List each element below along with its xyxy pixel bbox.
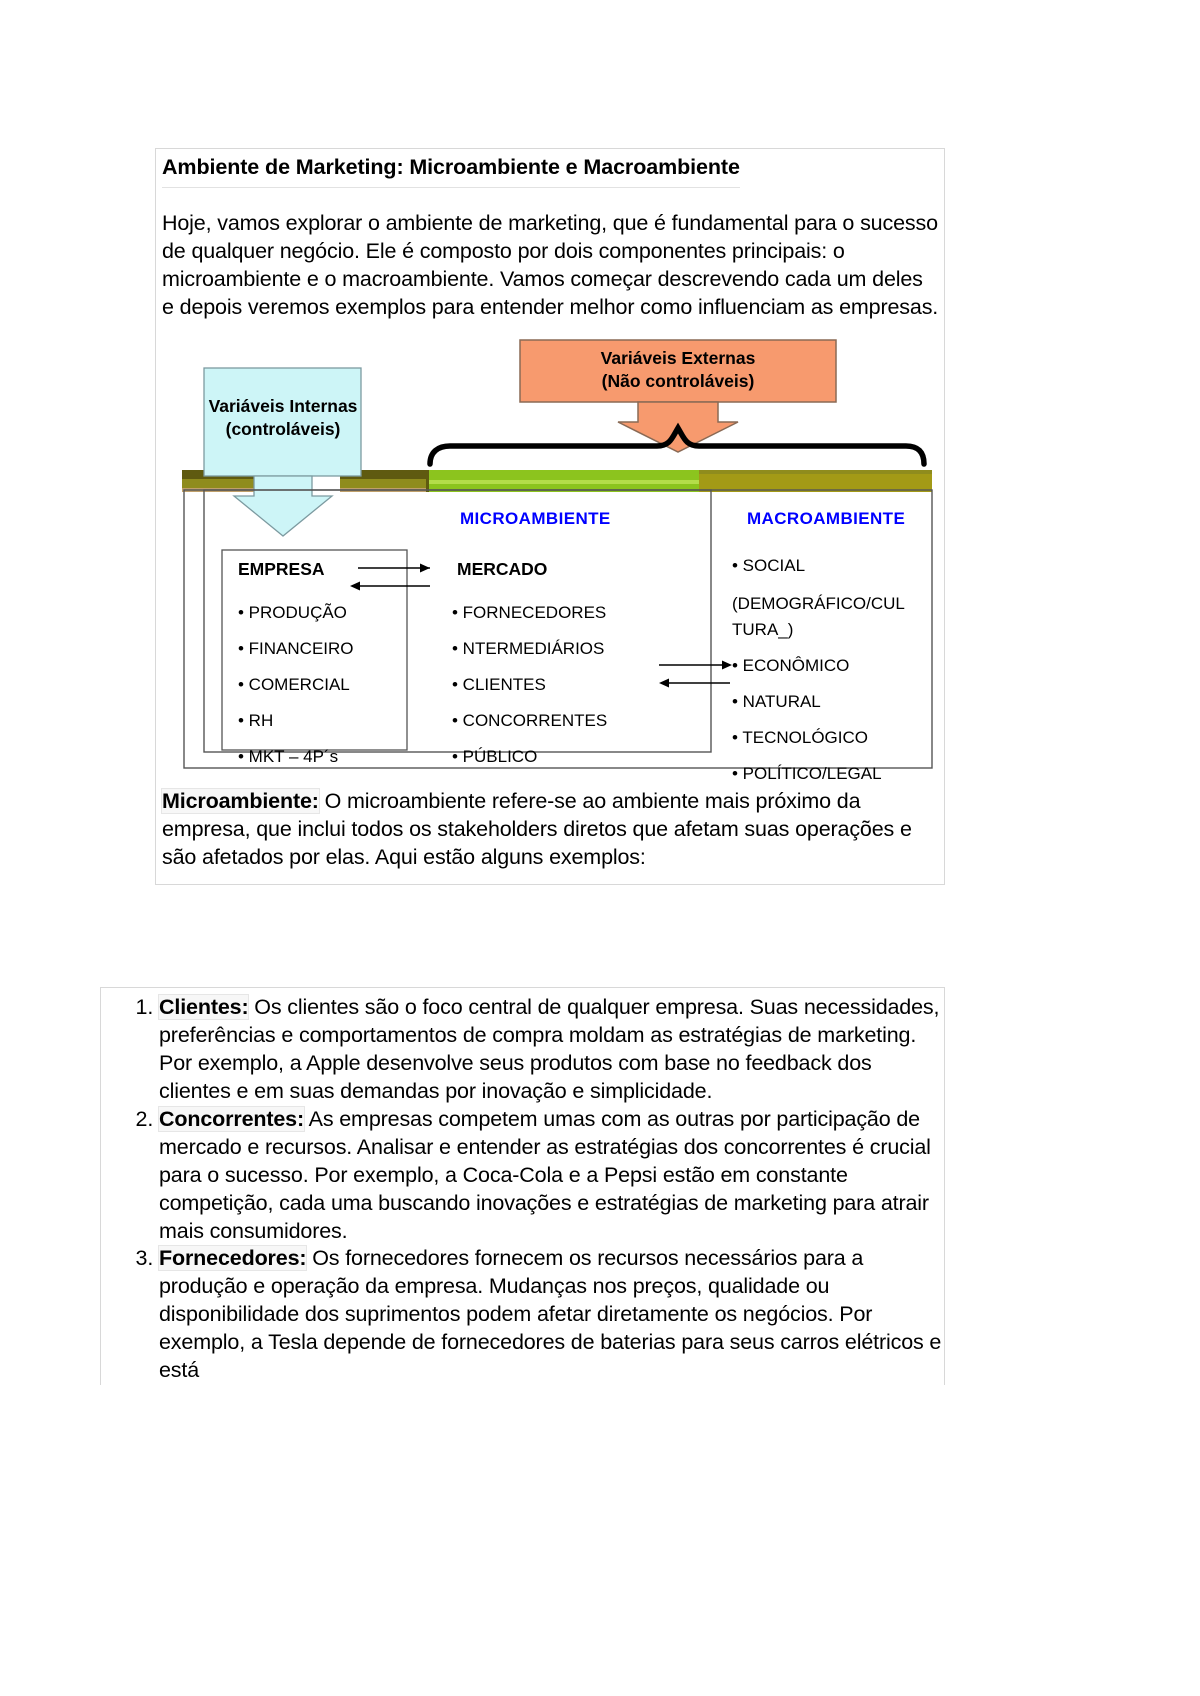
- macroambiente-item: • NATURAL: [732, 691, 821, 711]
- mercado-item: • NTERMEDIÁRIOS: [452, 638, 605, 658]
- list-item: [159, 1245, 944, 1385]
- list-item: [159, 1106, 944, 1246]
- mercado-item: • FORNECEDORES: [452, 602, 607, 622]
- macroambiente-item: (DEMOGRÁFICO/CUL: [732, 593, 905, 613]
- examples-list: [101, 994, 944, 1385]
- empresa-item: • PRODUÇÃO: [238, 602, 347, 622]
- macroambiente-item: TURA_): [732, 619, 794, 639]
- intro-paragraph: Hoje, vamos explorar o ambiente de marketing, que é fundamental para o sucesso de qualquer negócio. Ele é composto por dois componentes principais: o microambiente e o macroambiente. Vamos começar descrevendo cada um deles e depois veremos exemplos para entender melhor como influenciam as empresas.: [162, 211, 939, 319]
- list-item-term: Concorrentes:: [159, 1106, 304, 1131]
- list-item-text: Os fornecedores fornecem os recursos necessários para a produção e operação da empresa. Mudanças nos preços, qualidade ou disponibilidade dos suprimentos podem afetar diretamente os negócios. Por exemplo, a Tesla depende de fornecedores de baterias para seus carros elétricos e está: [159, 1246, 942, 1383]
- svg-text:MICROAMBIENTE: MICROAMBIENTE: [460, 508, 611, 528]
- document-content: [155, 148, 945, 885]
- mercado-item: • CLIENTES: [452, 674, 546, 694]
- svg-text:Variáveis Externas: Variáveis Externas: [600, 347, 756, 368]
- list-item-term: Fornecedores:: [159, 1246, 307, 1271]
- empresa-item: • COMERCIAL: [238, 674, 350, 694]
- svg-text:MACROAMBIENTE: MACROAMBIENTE: [747, 508, 906, 528]
- external-variables-callout: [520, 340, 836, 452]
- list-item-term: Clientes:: [159, 995, 249, 1019]
- svg-text:Variáveis Internas: Variáveis Internas: [208, 395, 358, 416]
- marketing-environment-diagram: [162, 328, 952, 780]
- page-title: Ambiente de Marketing: Microambiente e Macroambiente: [162, 149, 740, 188]
- macroambiente-item: • TECNOLÓGICO: [732, 727, 868, 747]
- svg-text:(controláveis): (controláveis): [225, 418, 341, 439]
- examples-list-block: [100, 987, 945, 1385]
- mercado-item: • CONCORRENTES: [452, 710, 608, 730]
- microambiente-term: Microambiente:: [162, 788, 319, 813]
- empresa-mercado-arrows: [350, 563, 430, 590]
- svg-text:(Não controláveis): (Não controláveis): [601, 370, 755, 391]
- micro-macro-arrows: [659, 660, 732, 687]
- intro-block: [155, 148, 945, 780]
- mercado-item: • PÚBLICO: [452, 746, 538, 766]
- list-item-text: Os clientes são o foco central de qualquer empresa. Suas necessidades, preferências e comportamentos de compra moldam as estratégias de marketing. Por exemplo, a Apple desenvolve seus produtos com base no feedback dos clientes e em suas demandas por inovação e simplicidade.: [159, 995, 940, 1103]
- macroambiente-item: • ECONÔMICO: [732, 655, 850, 675]
- list-item-text: As empresas competem umas com as outras por participação de mercado e recursos. Analisar e entender as estratégias dos concorrentes é crucial para o sucesso. Por exemplo, a Coca-Cola e a Pepsi estão em constante competição, cada uma buscando inovações e estratégias de marketing para atrair mais consumidores.: [159, 1106, 931, 1243]
- microambiente-paragraph: [162, 788, 940, 872]
- internal-variables-callout: [204, 368, 361, 536]
- empresa-item: • MKT – 4P´s: [238, 746, 339, 766]
- svg-text:EMPRESA: EMPRESA: [238, 558, 325, 579]
- microambiente-block: [155, 780, 945, 885]
- macroambiente-item: • SOCIAL: [732, 555, 806, 575]
- list-item: [159, 994, 944, 1106]
- empresa-item: • RH: [238, 710, 274, 730]
- svg-text:MERCADO: MERCADO: [457, 558, 548, 579]
- microambiente-text: O microambiente refere-se ao ambiente mais próximo da empresa, que inclui todos os stakeholders diretos que afetam suas operações e são afetados por elas. Aqui estão alguns exemplos:: [162, 788, 912, 869]
- empresa-item: • FINANCEIRO: [238, 638, 354, 658]
- macroambiente-item: • POLÍTICO/LEGAL: [732, 763, 882, 780]
